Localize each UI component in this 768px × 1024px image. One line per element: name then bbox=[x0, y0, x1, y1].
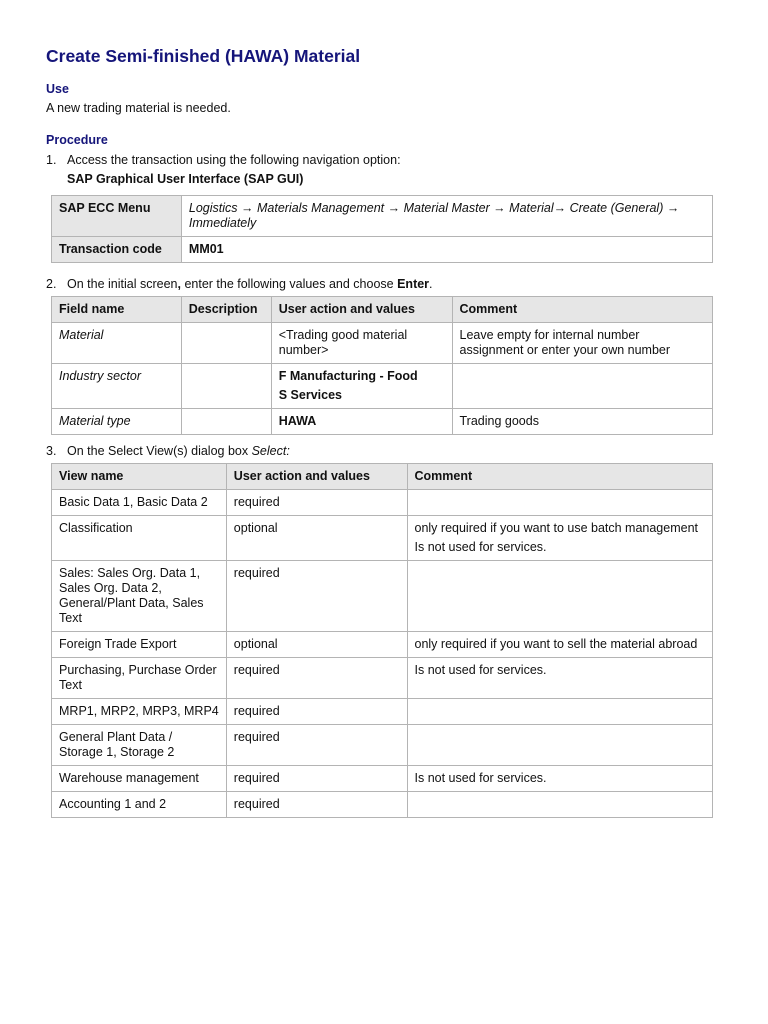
enter-keyword: Enter bbox=[397, 277, 430, 291]
step-2-text-middle: enter the following values and choose bbox=[180, 277, 398, 291]
step-2-number: 2. bbox=[46, 277, 57, 291]
table-row bbox=[52, 196, 713, 237]
action-cell: required bbox=[226, 792, 407, 818]
navigation-table bbox=[51, 195, 713, 263]
step-3-text: On the Select View(s) dialog box bbox=[67, 444, 252, 458]
description-cell bbox=[181, 364, 271, 409]
table-row bbox=[52, 766, 713, 792]
step-2-text-end: . bbox=[429, 277, 433, 291]
step-1-text: Access the transaction using the following navigation option: bbox=[67, 153, 401, 167]
field-name-cell: Material type bbox=[52, 409, 182, 435]
comment-line: Is not used for services. bbox=[414, 771, 547, 785]
step-2-text-start: On the initial screen bbox=[67, 277, 178, 291]
table-row bbox=[52, 364, 713, 409]
step-1-number: 1. bbox=[46, 153, 57, 167]
comment-cell bbox=[407, 725, 713, 766]
view-name-cell: MRP1, MRP2, MRP3, MRP4 bbox=[52, 699, 227, 725]
comment-cell bbox=[407, 561, 713, 632]
view-name-cell: Purchasing, Purchase Order Text bbox=[52, 658, 227, 699]
value-cell: HAWA bbox=[271, 409, 452, 435]
comment-cell bbox=[407, 658, 713, 699]
view-name-cell: General Plant Data / Storage 1, Storage 2 bbox=[52, 725, 227, 766]
view-name-cell: Accounting 1 and 2 bbox=[52, 792, 227, 818]
column-header: Comment bbox=[452, 297, 713, 323]
comment-cell bbox=[452, 364, 713, 409]
comment-line: only required if you want to use batch management bbox=[414, 521, 699, 535]
view-name-cell: Sales: Sales Org. Data 1, Sales Org. Data 2, General/Plant Data, Sales Text bbox=[52, 561, 227, 632]
action-cell: required bbox=[226, 561, 407, 632]
table-row bbox=[52, 792, 713, 818]
step-2-comma: , bbox=[177, 277, 181, 291]
initial-screen-table bbox=[51, 296, 713, 435]
action-cell: optional bbox=[226, 632, 407, 658]
view-name-cell: Basic Data 1, Basic Data 2 bbox=[52, 490, 227, 516]
action-cell: required bbox=[226, 658, 407, 699]
action-cell: required bbox=[226, 725, 407, 766]
column-header: Comment bbox=[407, 464, 713, 490]
comment-cell bbox=[407, 490, 713, 516]
use-text: A new trading material is needed. bbox=[46, 101, 231, 115]
step-1 bbox=[46, 153, 401, 167]
table-row bbox=[52, 409, 713, 435]
action-cell: required bbox=[226, 766, 407, 792]
value-line: S Services bbox=[278, 388, 342, 402]
table-row bbox=[52, 561, 713, 632]
step-2 bbox=[46, 277, 433, 291]
tcode-label-cell: Transaction code bbox=[52, 237, 182, 263]
action-cell: optional bbox=[226, 516, 407, 561]
comment-cell bbox=[407, 699, 713, 725]
table-row bbox=[52, 490, 713, 516]
table-row bbox=[52, 323, 713, 364]
table-row bbox=[52, 658, 713, 699]
view-name-cell: Warehouse management bbox=[52, 766, 227, 792]
action-cell: required bbox=[226, 490, 407, 516]
menu-path-cell: Logistics → Materials Management → Material Master → Material→ Create (General) → Immediately bbox=[181, 196, 712, 237]
comment-cell: Leave empty for internal number assignment or enter your own number bbox=[452, 323, 713, 364]
page-title: Create Semi-finished (HAWA) Material bbox=[46, 46, 361, 66]
view-name-cell: Classification bbox=[52, 516, 227, 561]
menu-label-cell: SAP ECC Menu bbox=[52, 196, 182, 237]
description-cell bbox=[181, 323, 271, 364]
view-name-cell: Foreign Trade Export bbox=[52, 632, 227, 658]
select-keyword: Select: bbox=[251, 444, 290, 458]
value-cell bbox=[271, 364, 452, 409]
table-row bbox=[52, 237, 713, 263]
column-header: User action and values bbox=[226, 464, 407, 490]
comment-cell bbox=[407, 516, 713, 561]
select-views-table bbox=[51, 463, 713, 818]
column-header: View name bbox=[52, 464, 227, 490]
comment-cell bbox=[407, 792, 713, 818]
table-row bbox=[52, 725, 713, 766]
column-header: User action and values bbox=[271, 297, 452, 323]
table-row bbox=[52, 516, 713, 561]
field-name-cell: Industry sector bbox=[52, 364, 182, 409]
tcode-value-cell: MM01 bbox=[181, 237, 712, 263]
table-header-row bbox=[52, 297, 713, 323]
comment-cell bbox=[407, 632, 713, 658]
comment-line: only required if you want to sell the material abroad bbox=[414, 637, 698, 651]
sap-gui-subheading: SAP Graphical User Interface (SAP GUI) bbox=[67, 172, 304, 186]
column-header: Field name bbox=[52, 297, 182, 323]
value-line: F Manufacturing - Food bbox=[278, 369, 418, 383]
column-header: Description bbox=[181, 297, 271, 323]
comment-line: Is not used for services. bbox=[414, 540, 547, 554]
procedure-heading: Procedure bbox=[46, 133, 108, 147]
comment-cell bbox=[407, 766, 713, 792]
table-row bbox=[52, 632, 713, 658]
field-name-cell: Material bbox=[52, 323, 182, 364]
value-cell: <Trading good material number> bbox=[271, 323, 452, 364]
use-heading: Use bbox=[46, 82, 69, 96]
table-row bbox=[52, 699, 713, 725]
table-header-row bbox=[52, 464, 713, 490]
step-3-number: 3. bbox=[46, 444, 57, 458]
action-cell: required bbox=[226, 699, 407, 725]
step-3 bbox=[46, 444, 290, 458]
comment-cell: Trading goods bbox=[452, 409, 713, 435]
description-cell bbox=[181, 409, 271, 435]
comment-line: Is not used for services. bbox=[414, 663, 547, 677]
